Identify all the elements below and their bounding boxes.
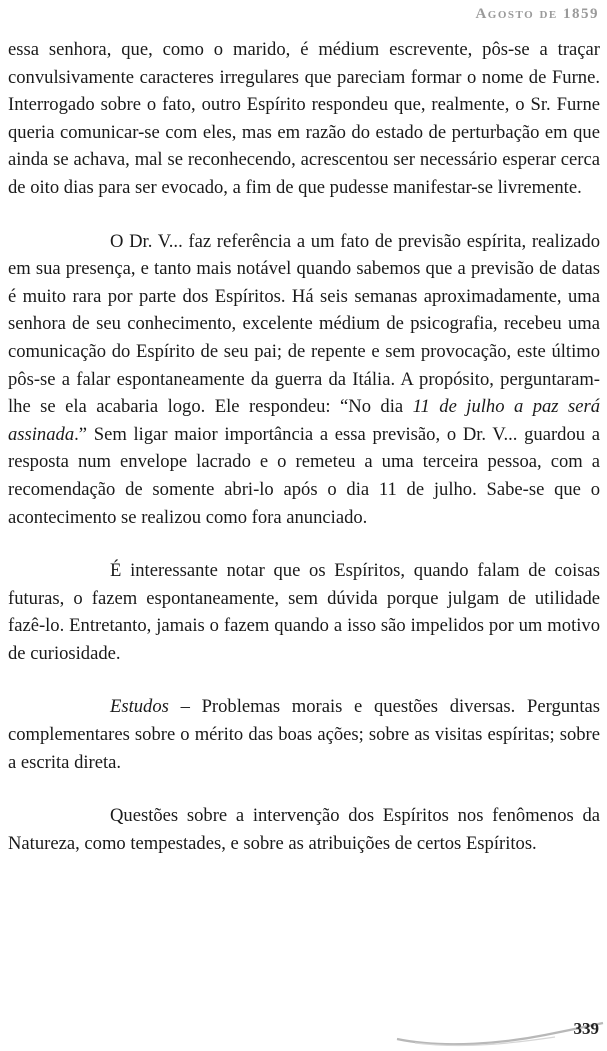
- paragraph-4-italic-label: Estudos: [110, 696, 169, 718]
- page-body: [8, 36, 600, 857]
- paragraph-4-text: – Problemas morais e questões diversas. Perguntas complementares sobre o mérito das boas ações; sobre as visitas espíritas; sobre a escrita direta.: [8, 696, 600, 773]
- running-header: Agosto de 1859: [475, 6, 599, 22]
- paragraph-2-text-end: .” Sem ligar maior importância a essa previsão, o Dr. V... guardou a resposta num envelope lacrado e o remeteu a uma terceira pessoa, com a recomendação de somente abri-lo após o dia 11 de julho. Sabe-se que o acontecimento se realizou como fora anunciado.: [8, 423, 600, 528]
- paragraph-5: Questões sobre a intervenção dos Espíritos nos fenômenos da Natureza, como tempestades, e sobre as atribuições de certos Espíritos.: [8, 805, 600, 854]
- paragraph-2: [8, 228, 600, 532]
- page-footer: [395, 1013, 605, 1047]
- paragraph-2-text-start: O Dr. V... faz referência a um fato de previsão espírita, realizado em sua presença, e tanto mais notável quando sabemos que a previsão de datas é muito rara por parte dos Espíritos. Há seis semanas aproximadamente, uma senhora de seu conhecimento, excelente médium de psicografia, recebeu uma comunicação do Espírito de seu pai; de repente e sem provocação, este último pôs-se a falar espontaneamente da guerra da Itália. A propósito, perguntaram-lhe se ela acabaria logo. Ele respondeu: “No dia: [8, 230, 600, 418]
- page-number: 339: [573, 1019, 599, 1038]
- paragraph-2-quote-italic: 11 de julho a paz será assinada: [8, 396, 600, 445]
- paragraph-3: É interessante notar que os Espíritos, quando falam de coisas futuras, o fazem espontaneamente, sem dúvida porque julgam de utilidade fazê-lo. Entretanto, jamais o fazem quando a isso são impelidos por um motivo de curiosidade.: [8, 560, 600, 664]
- paragraph-4: [8, 693, 600, 776]
- paragraph-1: essa senhora, que, como o marido, é médium escrevente, pôs-se a traçar convulsivamente caracteres irregulares que pareciam formar o nome de Furne. Interrogado sobre o fato, outro Espírito respondeu que, realmente, o Sr. Furne queria comunicar-se com eles, mas em razão do estado de perturbação em que ainda se achava, mal se reconhecendo, acrescentou ser necessário esperar cerca de oito dias para ser evocado, a fim de que pudesse manifestar-se livremente.: [8, 39, 600, 198]
